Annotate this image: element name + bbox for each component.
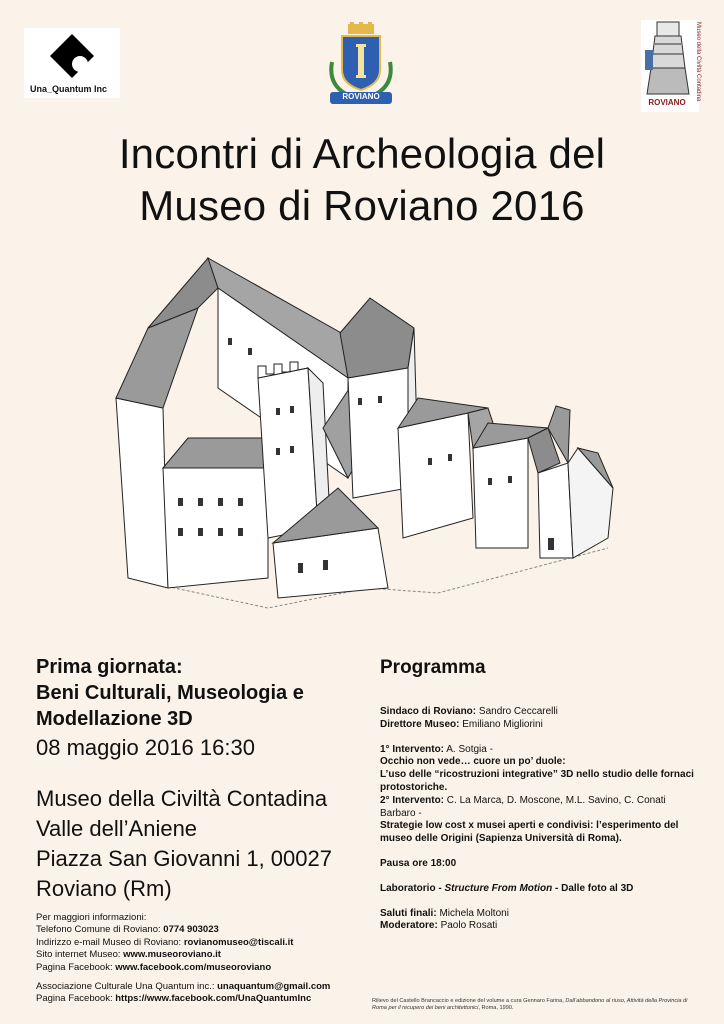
una-quantum-caption: Una_Quantum Inc bbox=[30, 84, 108, 94]
una-quantum-logo bbox=[24, 28, 120, 98]
title-line-2: Museo di Roviano 2016 bbox=[139, 182, 585, 229]
info-phone: Telefono Comune di Roviano: 0774 903023 bbox=[36, 924, 219, 936]
programme-break: Pausa ore 18:00 bbox=[380, 857, 457, 869]
info-intro: Per maggiori informazioni: bbox=[36, 912, 147, 923]
event-heading-3: Modellazione 3D bbox=[36, 708, 193, 730]
venue-line: Roviano (Rm) bbox=[36, 876, 172, 901]
event-heading-1: Prima giornata: bbox=[36, 656, 183, 678]
event-heading-2: Beni Culturali, Museologia e bbox=[36, 682, 304, 704]
programme bbox=[380, 656, 700, 945]
info-site: Sito internet Museo: www.museoroviano.it bbox=[36, 949, 221, 961]
una-quantum-mark-icon bbox=[50, 34, 94, 78]
museum-logo bbox=[641, 20, 699, 112]
event-venue bbox=[36, 784, 366, 904]
roviano-caption: ROVIANO bbox=[342, 92, 380, 101]
museum-caption: ROVIANO bbox=[648, 98, 686, 107]
drawing-credit: Rilievo del Castello Brancaccio e edizione del volume a cura Gennaro Farina, Dall’abbandono al riuso, Attività della Provincia di Roma per il recupero dei beni architettonici, Roma, 1990. bbox=[372, 998, 688, 1012]
programme-closing: Saluti finali: Michela Moltoni Moderatore: Paolo Rosati bbox=[380, 907, 509, 932]
info-assoc-facebook: Pagina Facebook: https://www.facebook.com/UnaQuantumInc bbox=[36, 993, 312, 1005]
museum-vertical-text: Museo della Civiltà Contadina bbox=[695, 22, 701, 102]
programme-title: Programma bbox=[380, 657, 486, 678]
title-line-1: Incontri di Archeologia del bbox=[118, 130, 606, 177]
info-assoc-email: Associazione Culturale Una Quantum inc.: unaquantum@gmail.com bbox=[36, 981, 331, 993]
castle-axonometric-drawing bbox=[108, 248, 620, 618]
programme-lab: Laboratorio - Structure From Motion - Dalle foto al 3D bbox=[380, 882, 634, 894]
info-facebook: Pagina Facebook: www.facebook.com/museoroviano bbox=[36, 961, 272, 973]
info-email: Indirizzo e-mail Museo di Roviano: rovianomuseo@tiscali.it bbox=[36, 936, 294, 948]
contact-info bbox=[36, 912, 366, 1006]
assoc-facebook-link[interactable]: https://www.facebook.com/UnaQuantumInc bbox=[115, 993, 312, 1005]
facebook-link[interactable]: www.facebook.com/museoroviano bbox=[115, 961, 272, 973]
museum-figure-icon bbox=[641, 20, 693, 96]
site-link[interactable]: www.museoroviano.it bbox=[123, 949, 221, 961]
assoc-email-link[interactable]: unaquantum@gmail.com bbox=[217, 981, 331, 993]
event-details bbox=[36, 654, 366, 904]
email-link[interactable]: rovianomuseo@tiscali.it bbox=[183, 936, 294, 948]
venue-line: Valle dell’Aniene bbox=[36, 816, 198, 841]
venue-line: Piazza San Giovanni 1, 00027 bbox=[36, 846, 332, 871]
event-date: 08 maggio 2016 16:30 bbox=[36, 735, 255, 760]
programme-officials: Sindaco di Roviano: Sandro Ceccarelli Direttore Museo: Emiliano Migliorini bbox=[380, 706, 558, 730]
venue-line: Museo della Civiltà Contadina bbox=[36, 786, 328, 811]
roviano-coat-of-arms bbox=[326, 22, 396, 106]
page-title bbox=[0, 128, 724, 232]
programme-talks: 1° Intervento: A. Sotgia - Occhio non vede… cuore un po’ duole: L’uso delle “ricostruzioni integrative” 3D nello studio delle fornaci protostoriche. 2° Intervento: C. La Marca, D. Moscone, M.L. Savino, C. Conati Barbaro - Strategie low cost x musei aperti e condivisi: l’esperimento del museo delle Origini (Sapienza Università di Roma). bbox=[380, 743, 694, 845]
